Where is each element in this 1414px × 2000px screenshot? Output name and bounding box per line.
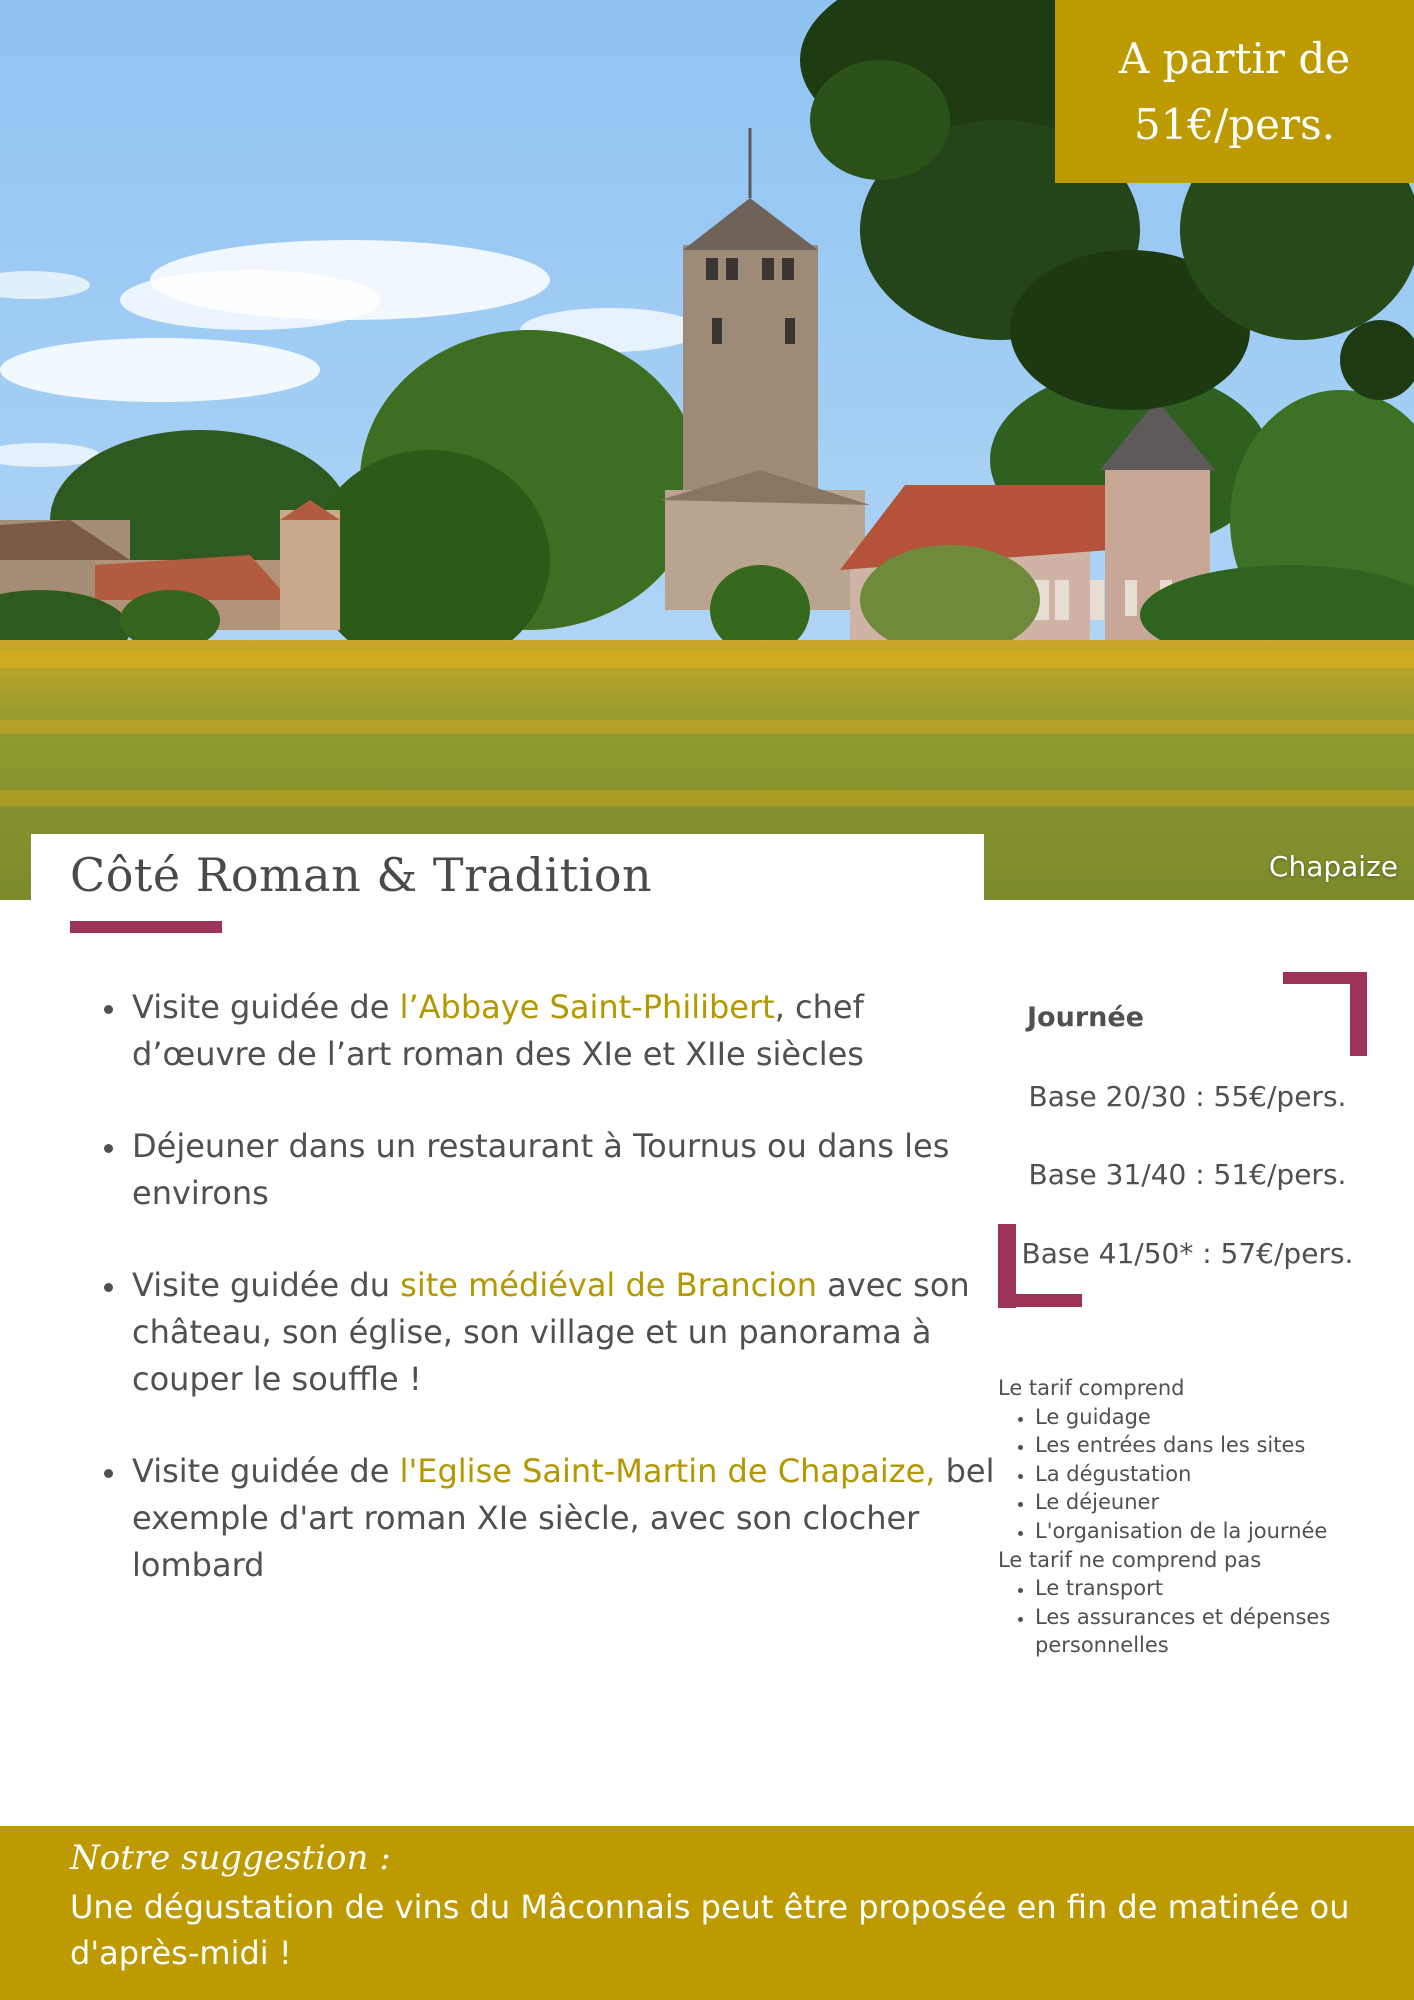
suggestion-text: Une dégustation de vins du Mâconnais peut être proposée en fin de matinée ou d'après-midi ! xyxy=(70,1888,1350,1972)
list-item: • Le transport xyxy=(1035,1574,1388,1603)
program-item xyxy=(128,1448,998,1589)
price-rate: Base 41/50* : 57€/pers. xyxy=(1021,1237,1354,1270)
list-item: • Les assurances et dépenses personnelles xyxy=(1035,1603,1388,1660)
tarif-includes-list xyxy=(998,1403,1388,1546)
suggestion-title: Notre suggestion : xyxy=(70,1838,391,1878)
page-title: Côté Roman & Tradition xyxy=(70,848,653,902)
bracket-bottom-left xyxy=(998,1294,1082,1307)
list-item: • La dégustation xyxy=(1035,1460,1388,1489)
list-item: • Le guidage xyxy=(1035,1403,1388,1432)
list-item: • Les entrées dans les sites xyxy=(1035,1431,1388,1460)
program-item-text: Visite guidée de xyxy=(132,1452,400,1490)
program-item xyxy=(128,1123,998,1217)
program-list xyxy=(88,984,998,1634)
photo-caption: Chapaize xyxy=(1268,850,1398,883)
program-item xyxy=(128,984,998,1078)
pricing-label: Journée xyxy=(1027,1002,1144,1033)
list-item: • Le déjeuner xyxy=(1035,1488,1388,1517)
program-item-highlight: l’Abbaye Saint-Philibert xyxy=(399,988,775,1026)
program-item-text: avec son château, son église, son village et un panorama à couper le souffle ! xyxy=(132,1266,970,1398)
price-rate: Base 31/40 : 51€/pers. xyxy=(1028,1158,1347,1191)
list-item: • L'organisation de la journée xyxy=(1035,1517,1388,1546)
price-badge xyxy=(1055,0,1414,183)
program-item-text: Visite guidée de xyxy=(132,988,400,1026)
program-item xyxy=(128,1262,998,1403)
program-item-highlight: site médiéval de Brancion xyxy=(400,1266,817,1304)
tarif-excludes-heading: Le tarif ne comprend pas xyxy=(998,1547,1262,1572)
program-item-text: Déjeuner dans un restaurant à Tournus ou dans les environs xyxy=(132,1127,950,1212)
program-item-text: bel exemple d'art roman XIe siècle, avec son clocher lombard xyxy=(132,1452,995,1584)
price-badge-line1: A partir de xyxy=(1118,33,1351,83)
program-item-text: , chef d’œuvre de l’art roman des XIe et XIIe siècles xyxy=(132,988,864,1073)
program-item-highlight: l'Eglise Saint-Martin de Chapaize, xyxy=(399,1452,936,1490)
suggestion-banner xyxy=(0,1826,1414,2000)
price-badge-line2: 51€/pers. xyxy=(1133,99,1336,149)
tarif-includes-heading: Le tarif comprend xyxy=(998,1376,1185,1400)
tarif-details xyxy=(998,1374,1388,1660)
program-item-text: Visite guidée du xyxy=(132,1266,401,1304)
title-underline xyxy=(70,921,222,933)
tarif-excludes-list xyxy=(998,1574,1388,1660)
price-rate: Base 20/30 : 55€/pers. xyxy=(1028,1080,1347,1113)
bracket-top-right xyxy=(1350,972,1367,1056)
